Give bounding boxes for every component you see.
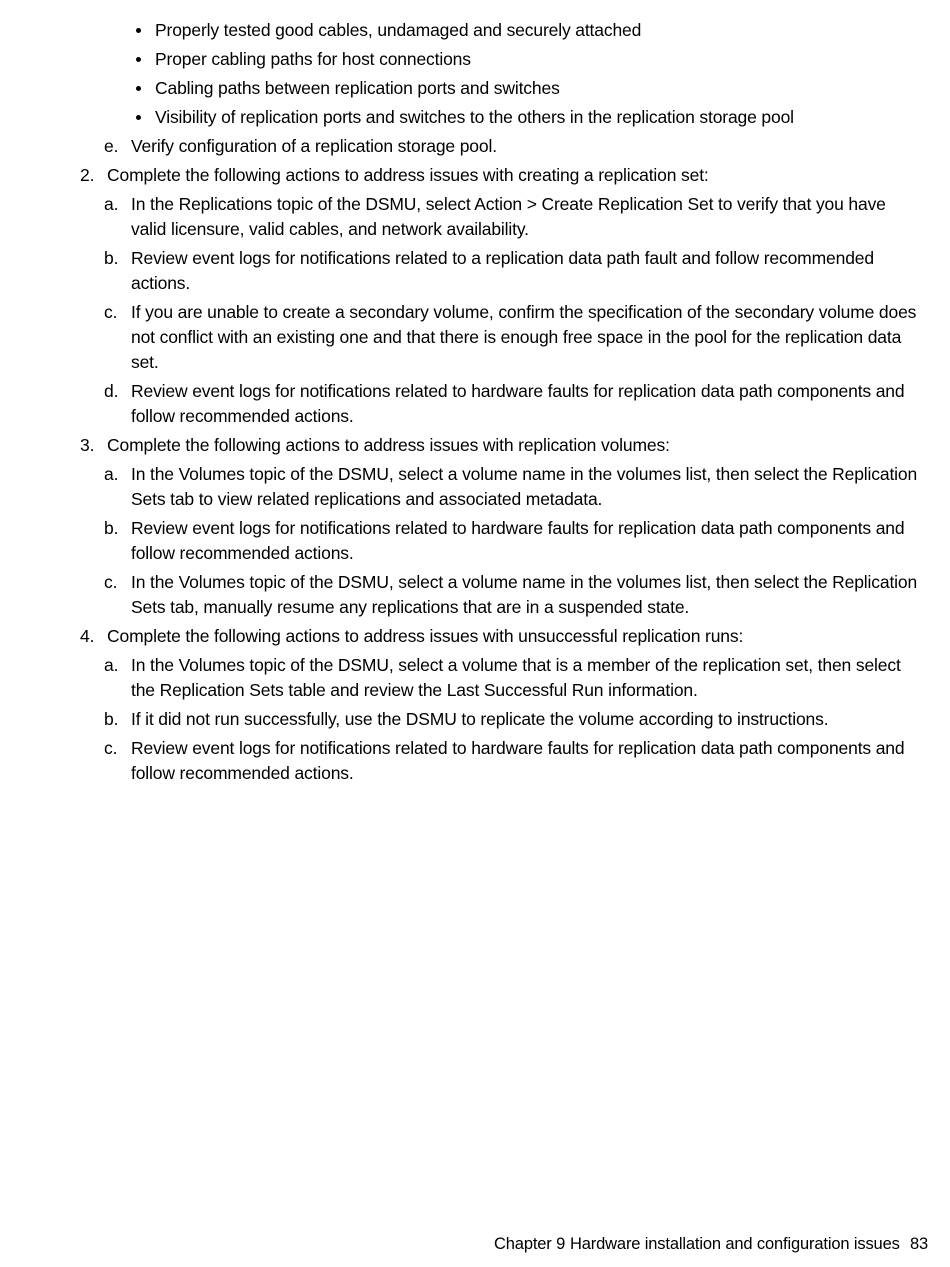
bullet-icon — [136, 28, 141, 33]
list-marker: c. — [104, 572, 118, 592]
list-item-text: follow recommended actions. — [131, 543, 354, 563]
list-item-text: In the Replications topic of the DSMU, select Action > Create Replication Set to verify that you have — [131, 194, 886, 214]
list-item-text: Review event logs for notifications related to a replication data path fault and follow recommended — [131, 248, 874, 268]
list-item-text: not conflict with an existing one and that there is enough free space in the pool for the replication data — [131, 327, 902, 347]
list-marker: b. — [104, 248, 119, 268]
list-item-text: Complete the following actions to address issues with unsuccessful replication runs: — [107, 626, 744, 646]
page-number: 83 — [910, 1235, 929, 1253]
bullet-item: Visibility of replication ports and switches to the others in the replication storage pool — [155, 107, 794, 127]
list-item-text: valid licensure, valid cables, and network availability. — [131, 219, 529, 239]
bullet-item: Proper cabling paths for host connections — [155, 49, 471, 69]
list-item-text: If it did not run successfully, use the DSMU to replicate the volume according to instructions. — [131, 709, 829, 729]
list-marker: b. — [104, 518, 119, 538]
list-item-text: actions. — [131, 273, 191, 293]
list-marker: a. — [104, 655, 119, 675]
list-marker: b. — [104, 709, 119, 729]
list-item-text: Sets tab to view related replications and associated metadata. — [131, 489, 603, 509]
list-item-text: In the Volumes topic of the DSMU, select a volume name in the volumes list, then select the Replication — [131, 464, 918, 484]
list-marker: c. — [104, 302, 118, 322]
list-marker: a. — [104, 194, 119, 214]
list-marker: c. — [104, 738, 118, 758]
list-item-text: If you are unable to create a secondary volume, confirm the specification of the secondary volume does — [131, 302, 917, 322]
list-item-text: Review event logs for notifications related to hardware faults for replication data path components and — [131, 738, 905, 758]
list-item-text: Complete the following actions to address issues with replication volumes: — [107, 435, 670, 455]
list-item-text: follow recommended actions. — [131, 406, 354, 426]
footer-title: Hardware installation and configuration issues — [570, 1235, 900, 1253]
list-item-text: In the Volumes topic of the DSMU, select a volume that is a member of the replication set, then select — [131, 655, 901, 675]
list-item-text: the Replication Sets table and review the Last Successful Run information. — [131, 680, 698, 700]
footer-chapter: Chapter 9 — [494, 1235, 566, 1253]
list-marker: 3. — [80, 435, 95, 455]
list-item-text: Review event logs for notifications related to hardware faults for replication data path components and — [131, 381, 905, 401]
bullet-icon — [136, 115, 141, 120]
list-item-text: Sets tab, manually resume any replications that are in a suspended state. — [131, 597, 690, 617]
bullet-item: Cabling paths between replication ports and switches — [155, 78, 560, 98]
list-item-text: Verify configuration of a replication storage pool. — [131, 136, 497, 156]
list-item-text: In the Volumes topic of the DSMU, select a volume name in the volumes list, then select the Replication — [131, 572, 918, 592]
list-marker: 2. — [80, 165, 95, 185]
list-item-text: follow recommended actions. — [131, 763, 354, 783]
list-item-text: set. — [131, 352, 159, 372]
list-marker: 4. — [80, 626, 95, 646]
list-marker: d. — [104, 381, 119, 401]
bullet-item: Properly tested good cables, undamaged and securely attached — [155, 20, 642, 40]
list-item-text: Complete the following actions to address issues with creating a replication set: — [107, 165, 709, 185]
list-marker: a. — [104, 464, 119, 484]
bullet-icon — [136, 86, 141, 91]
list-item-text: Review event logs for notifications related to hardware faults for replication data path components and — [131, 518, 905, 538]
bullet-icon — [136, 57, 141, 62]
list-marker: e. — [104, 136, 119, 156]
